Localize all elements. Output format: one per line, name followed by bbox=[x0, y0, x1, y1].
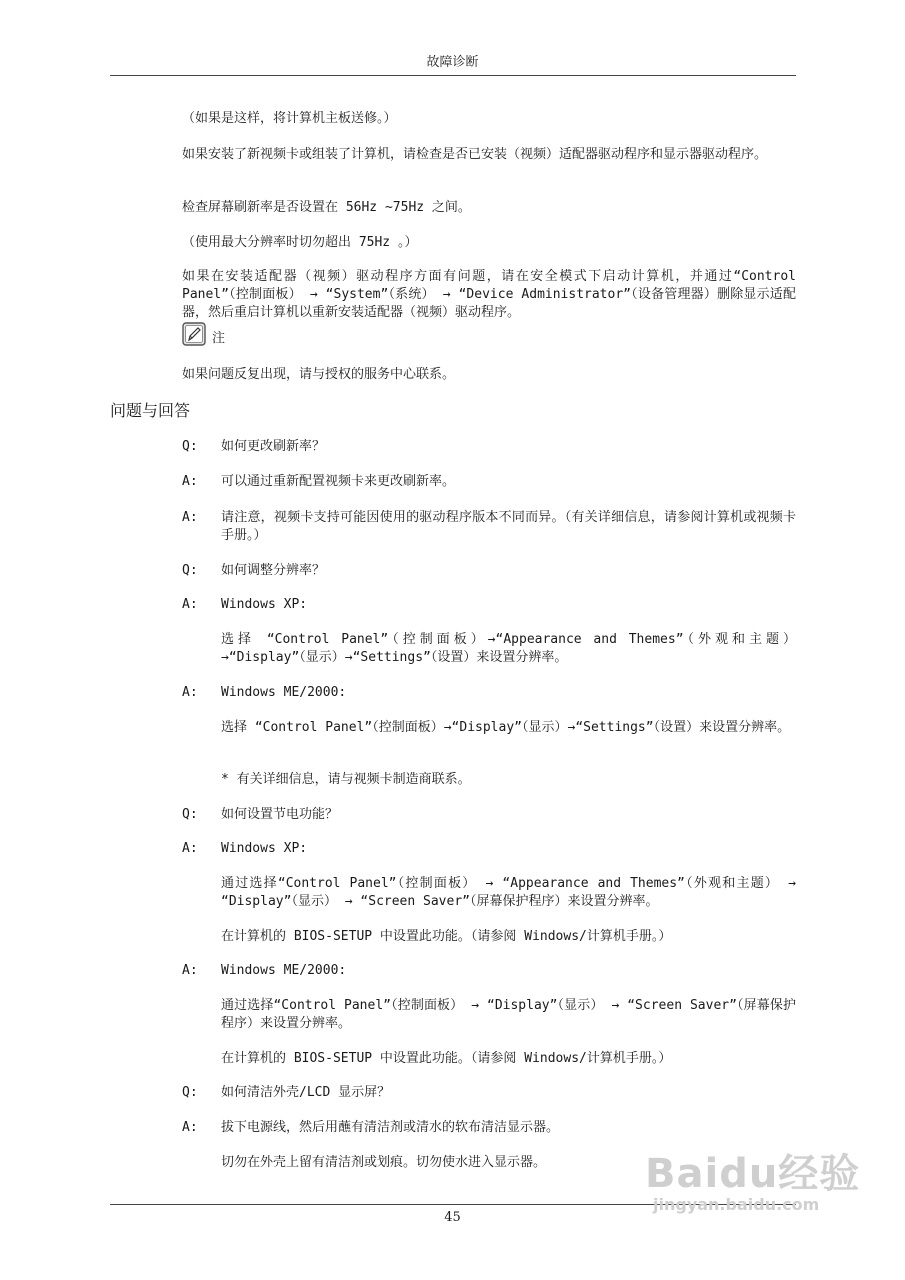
page-header-title: 故障诊断 bbox=[426, 55, 479, 70]
page-number: 45 bbox=[444, 1210, 461, 1225]
qa-text: 拔下电源线，然后用蘸有清洁剂或清水的软布清洁显示器。 bbox=[221, 1120, 560, 1135]
watermark-url: jingyan.baidu.com bbox=[653, 1195, 820, 1214]
intro-paragraph-4: （使用最大分辨率时切勿超出 75Hz 。） bbox=[182, 235, 418, 250]
qa-text: 如何清洁外壳/LCD 显示屏？ bbox=[221, 1085, 391, 1100]
section-title: 问题与回答 bbox=[110, 401, 191, 420]
qa-text: 可以通过重新配置视频卡来更改刷新率。 bbox=[221, 474, 456, 489]
qa-indented-text: 在计算机的 BIOS-SETUP 中设置此功能。（请参阅 Windows/计算机手册。） bbox=[221, 929, 672, 944]
qa-text: Windows ME/2000: bbox=[221, 685, 347, 700]
qa-indented-text: 选择 “Control Panel”（控制面板）→“Appearance and Themes”（外观和主题）→“Display”（显示）→“Settings”（设置）来设置分辨率。 bbox=[221, 632, 796, 665]
qa-label: Q: bbox=[182, 563, 198, 578]
note-label: 注 bbox=[212, 331, 226, 346]
qa-indented-text: * 有关详细信息，请与视频卡制造商联系。 bbox=[221, 772, 471, 787]
qa-text: Windows ME/2000: bbox=[221, 963, 347, 978]
qa-label: Q: bbox=[182, 439, 198, 454]
qa-text: 如何更改刷新率？ bbox=[221, 439, 326, 454]
intro-paragraph-2: 如果安装了新视频卡或组装了计算机，请检查是否已安装（视频）适配器驱动程序和显示器驱动程序。 bbox=[182, 147, 768, 162]
qa-indented-text: 通过选择“Control Panel”（控制面板） → “Appearance and Themes”（外观和主题） → “Display”（显示） → “Screen Saver”（屏幕保护程序）来设置分辨率。 bbox=[221, 876, 796, 909]
qa-indented-text: 通过选择“Control Panel”（控制面板） → “Display”（显示） → “Screen Saver”（屏幕保护程序）来设置分辨率。 bbox=[221, 998, 796, 1031]
qa-indented-text: 切勿在外壳上留有清洁剂或划痕。切勿使水进入显示器。 bbox=[221, 1155, 547, 1170]
intro-paragraph-3: 检查屏幕刷新率是否设置在 56Hz ~75Hz 之间。 bbox=[182, 200, 471, 215]
qa-indented-text: 选择 “Control Panel”（控制面板）→“Display”（显示）→“Settings”（设置）来设置分辨率。 bbox=[221, 720, 791, 735]
watermark-brand: Baidu经验 bbox=[645, 1151, 861, 1197]
qa-label: A: bbox=[182, 963, 198, 978]
intro-paragraph-5: 如果在安装适配器（视频）驱动程序方面有问题，请在安全模式下启动计算机，并通过“Control Panel”（控制面板） → “System”（系统） → “Device Administrator”（设备管理器）删除显示适配器，然后重启计算机以重新安装适配器（视频）驱动程序。 bbox=[182, 269, 796, 320]
qa-label: Q: bbox=[182, 1085, 198, 1100]
note-pencil-icon bbox=[182, 322, 206, 346]
qa-label: A: bbox=[182, 510, 198, 525]
qa-label: A: bbox=[182, 1120, 198, 1135]
qa-label: A: bbox=[182, 841, 198, 856]
qa-text: Windows XP: bbox=[221, 597, 308, 612]
qa-label: A: bbox=[182, 597, 198, 612]
qa-text: 请注意，视频卡支持可能因使用的驱动程序版本不同而异。（有关详细信息，请参阅计算机或视频卡手册。） bbox=[221, 510, 796, 543]
header-rule bbox=[110, 75, 796, 76]
watermark bbox=[645, 1152, 865, 1262]
qa-text: Windows XP: bbox=[221, 841, 308, 856]
qa-text: 如何设置节电功能？ bbox=[221, 807, 339, 822]
qa-label: A: bbox=[182, 685, 198, 700]
qa-label: A: bbox=[182, 474, 198, 489]
note-text: 如果问题反复出现，请与授权的服务中心联系。 bbox=[182, 367, 456, 382]
qa-label: Q: bbox=[182, 807, 198, 822]
qa-indented-text: 在计算机的 BIOS-SETUP 中设置此功能。（请参阅 Windows/计算机手册。） bbox=[221, 1051, 672, 1066]
qa-text: 如何调整分辨率？ bbox=[221, 563, 326, 578]
intro-paragraph-1: （如果是这样，将计算机主板送修。） bbox=[182, 111, 397, 126]
